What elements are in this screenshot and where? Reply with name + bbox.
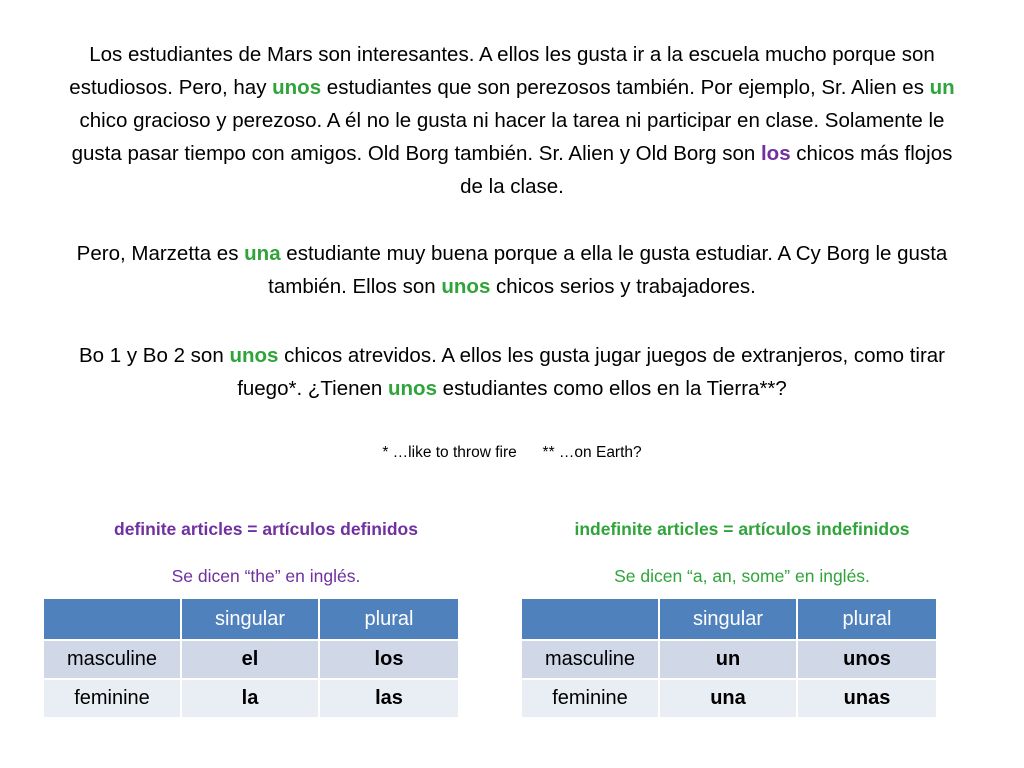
indefinite-articles-table [520, 597, 938, 719]
text-run: Pero, Marzetta es [76, 242, 245, 265]
table-header-cell [43, 598, 181, 640]
definite-heading: definite articles = artículos definidos [114, 519, 418, 539]
article-highlight: una [244, 242, 281, 265]
table-header-cell: singular [659, 598, 797, 640]
table-cell: unos [797, 640, 937, 679]
table-row [521, 640, 937, 679]
table-cell: una [659, 679, 797, 718]
text-run: Los estudiantes de Mars son interesantes. A ellos les gusta ir a la escuela mucho porque son estudiosos. Pero, hay [69, 43, 935, 99]
article-highlight: unos [441, 275, 491, 298]
article-highlight: unos [229, 344, 279, 367]
row-label: feminine [521, 679, 659, 718]
text-run: estudiantes que son perezosos también. Por ejemplo, Sr. Alien es [321, 76, 930, 99]
table-row [521, 679, 937, 718]
table-cell: la [181, 679, 319, 718]
table-row [43, 640, 459, 679]
table-cell: las [319, 679, 459, 718]
table-header-row [43, 598, 459, 640]
indefinite-subtitle: Se dicen “a, an, some” en inglés. [614, 566, 870, 586]
table-cell: el [181, 640, 319, 679]
text-run: chicos serios y trabajadores. [490, 275, 756, 298]
text-run: chicos atrevidos. A ellos les gusta jugar juegos de extranjeros, como tirar fuego*. ¿Tienen [237, 344, 945, 400]
text-run: chicos más flojos de la clase. [460, 142, 953, 198]
definite-subtitle: Se dicen “the” en inglés. [171, 566, 361, 586]
article-highlight: unos [272, 76, 322, 99]
table-cell: unas [797, 679, 937, 718]
text-run: estudiante muy buena porque a ella le gusta estudiar. A Cy Borg le gusta también. Ellos son [268, 242, 948, 298]
text-run: estudiantes como ellos en la Tierra**? [436, 377, 787, 400]
table-row [43, 679, 459, 718]
article-highlight: los [760, 142, 791, 165]
row-label: masculine [43, 640, 181, 679]
table-header-cell: singular [181, 598, 319, 640]
table-cell: un [659, 640, 797, 679]
paragraph-mars-students [64, 38, 960, 203]
indefinite-heading: indefinite articles = artículos indefinidos [574, 519, 910, 539]
table-header-cell: plural [319, 598, 459, 640]
footnote: * …like to throw fire ** …on Earth? [382, 444, 642, 461]
text-run: chico gracioso y perezoso. A él no le gusta ni hacer la tarea ni participar en clase. Solamente le gusta pasar tiempo con amigos. Old Borg también. Sr. Alien y Old Borg son [71, 109, 945, 165]
table-header-row [521, 598, 937, 640]
table-header-cell [521, 598, 659, 640]
definite-articles-table [42, 597, 460, 719]
paragraph-marzetta [64, 237, 960, 303]
table-header-cell: plural [797, 598, 937, 640]
article-highlight: un [929, 76, 955, 99]
table-cell: los [319, 640, 459, 679]
text-run: Bo 1 y Bo 2 son [79, 344, 230, 367]
row-label: feminine [43, 679, 181, 718]
paragraph-bo [64, 339, 960, 405]
row-label: masculine [521, 640, 659, 679]
article-highlight: unos [388, 377, 437, 400]
